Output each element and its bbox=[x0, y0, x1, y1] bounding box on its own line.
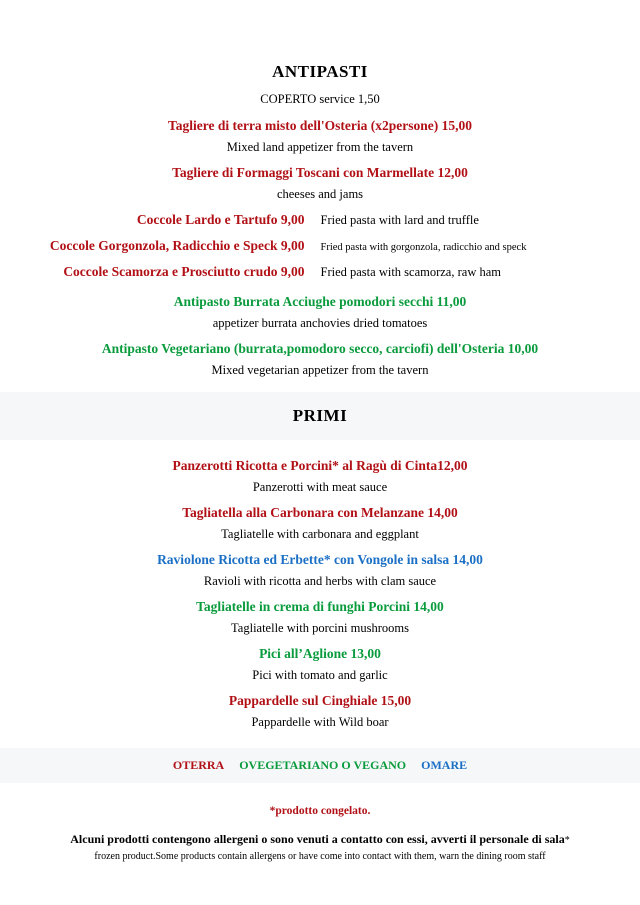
dish-description: Tagliatelle with carbonara and eggplant bbox=[221, 526, 419, 541]
legend-band bbox=[0, 748, 640, 783]
top-spacer bbox=[30, 0, 610, 62]
dish-name: Raviolone Ricotta ed Erbette* con Vongole in salsa 14,00 bbox=[157, 551, 483, 567]
dish-name: Tagliere di terra misto dell'Osteria (x2persone) 15,00 bbox=[167, 117, 473, 133]
dish-name: Antipasto Vegetariano (burrata,pomodoro secco, carciofi) dell'Osteria 10,00 bbox=[101, 340, 539, 356]
dish-name: Tagliatelle in crema di funghi Porcini 14,00 bbox=[196, 598, 444, 614]
dish-name: Pappardelle sul Cinghiale 15,00 bbox=[228, 692, 412, 708]
allergen-notice-it: Alcuni prodotti contengono allergeni o sono venuti a contatto con essi, avverti il personale di sala bbox=[70, 831, 565, 846]
dish-name: Coccole Gorgonzola, Radicchio e Speck 9,00 bbox=[49, 237, 305, 253]
dish-description: Tagliatelle with porcini mushrooms bbox=[231, 620, 409, 635]
dish-description: appetizer burrata anchovies dried tomatoes bbox=[212, 315, 428, 330]
section-band-primi bbox=[0, 392, 640, 440]
dish-name: Antipasto Burrata Acciughe pomodori secchi 11,00 bbox=[173, 293, 467, 309]
section-title-primi: PRIMI bbox=[292, 405, 348, 425]
dish-name: Pici all’Aglione 13,00 bbox=[259, 645, 381, 661]
dish-name: Coccole Lardo e Tartufo 9,00 bbox=[136, 211, 305, 227]
dish-description: Pici with tomato and garlic bbox=[252, 667, 388, 682]
allergen-notice-en: * frozen product.Some products contain allergens or have come into contact with them, warn the dining room staff bbox=[94, 834, 570, 863]
dish-description: Fried pasta with gorgonzola, radicchio and speck bbox=[320, 241, 527, 253]
coperto-note: COPERTO service 1,50 bbox=[260, 92, 380, 106]
legend-terra: OTERRA bbox=[172, 757, 225, 772]
frozen-product-note: *prodotto congelato. bbox=[269, 804, 371, 817]
dish-name: Tagliatella alla Carbonara con Melanzane 14,00 bbox=[182, 504, 458, 520]
menu-row bbox=[30, 238, 610, 254]
dish-description: Pappardelle with Wild boar bbox=[251, 714, 389, 729]
legend-vegetariano: OVEGETARIANO O VEGANO bbox=[239, 757, 407, 772]
menu-row bbox=[30, 212, 610, 228]
dish-description: Fried pasta with lard and truffle bbox=[320, 212, 479, 227]
dish-description: Mixed vegetarian appetizer from the tavern bbox=[211, 362, 429, 377]
dish-description: cheeses and jams bbox=[276, 186, 364, 201]
dish-name: Coccole Scamorza e Prosciutto crudo 9,00 bbox=[63, 263, 305, 279]
dish-description: Ravioli with ricotta and herbs with clam sauce bbox=[203, 573, 437, 588]
dish-description: Mixed land appetizer from the tavern bbox=[226, 139, 414, 154]
dish-description: Fried pasta with scamorza, raw ham bbox=[320, 264, 501, 279]
legend-mare: OMARE bbox=[421, 757, 468, 772]
dish-name: Tagliere di Formaggi Toscani con Marmellate 12,00 bbox=[172, 164, 468, 180]
menu-row bbox=[30, 264, 610, 280]
dish-name: Panzerotti Ricotta e Porcini* al Ragù di Cinta12,00 bbox=[172, 457, 468, 473]
allergen-notice bbox=[30, 831, 610, 864]
dish-description: Panzerotti with meat sauce bbox=[252, 479, 388, 494]
section-title-antipasti: ANTIPASTI bbox=[272, 62, 368, 81]
